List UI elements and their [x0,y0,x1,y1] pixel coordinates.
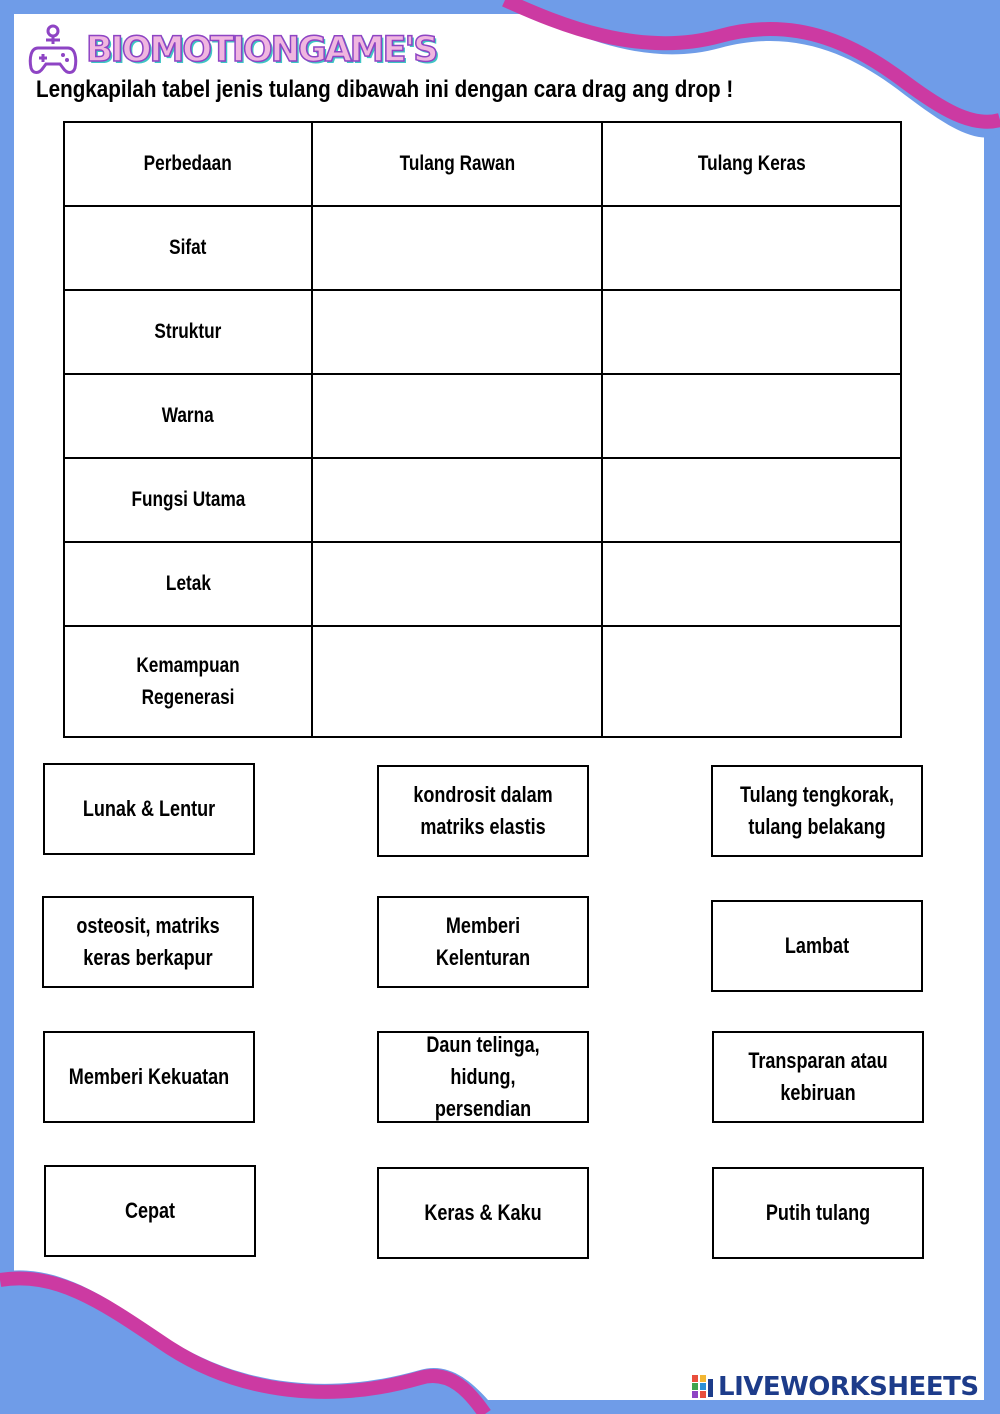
drag-card-putih-tulang[interactable] [712,1167,924,1259]
card-label: Daun telinga, hidung, persendian [426,1032,540,1121]
drop-zone-rawan-fungsi[interactable] [312,458,602,542]
liveworksheets-icon [692,1375,714,1399]
header-perbedaan: Perbedaan [64,122,312,206]
card-label: osteosit, matriks keras berkapur [76,913,220,970]
row-label-struktur: Struktur [64,290,312,374]
liveworksheets-logo [692,1372,979,1402]
drag-card-memberi-kelenturan[interactable] [377,896,589,988]
drag-card-memberi-kekuatan[interactable] [43,1031,255,1123]
drop-zone-keras-sifat[interactable] [602,206,901,290]
drop-zone-keras-letak[interactable] [602,542,901,626]
table-row [64,626,901,737]
drop-zone-rawan-sifat[interactable] [312,206,602,290]
table-row [64,458,901,542]
drag-card-kondrosit[interactable] [377,765,589,857]
card-label: Keras & Kaku [424,1200,542,1225]
table-row [64,374,901,458]
row-label-fungsi-utama: Fungsi Utama [64,458,312,542]
drag-card-lunak-lentur[interactable] [43,763,255,855]
brand-name: BIOMOTIONGAME'S [86,30,437,70]
table-row [64,290,901,374]
drop-zone-rawan-regenerasi[interactable] [312,626,602,737]
card-label: Memberi Kekuatan [68,1064,230,1089]
card-label: kondrosit dalam matriks elastis [413,782,553,839]
table-header-row [64,122,901,206]
liveworksheets-text: LIVEWORKSHEETS [718,1372,979,1402]
drop-zone-keras-regenerasi[interactable] [602,626,901,737]
table-row [64,542,901,626]
row-label-sifat: Sifat [64,206,312,290]
card-label: Memberi Kelenturan [435,913,531,970]
drop-zone-rawan-letak[interactable] [312,542,602,626]
drop-zone-keras-fungsi[interactable] [602,458,901,542]
gamepad-person-icon [28,24,78,76]
card-label: Cepat [124,1198,176,1223]
brand-logo [28,24,436,76]
drag-card-cepat[interactable] [44,1165,256,1257]
drag-card-transparan[interactable] [712,1031,924,1123]
row-label-warna: Warna [64,374,312,458]
drop-zone-keras-struktur[interactable] [602,290,901,374]
table-row [64,206,901,290]
drag-card-keras-kaku[interactable] [377,1167,589,1259]
bone-comparison-table [63,121,902,738]
card-label: Lambat [784,933,850,958]
drop-zone-rawan-struktur[interactable] [312,290,602,374]
card-label: Putih tulang [765,1200,871,1225]
header-tulang-keras: Tulang Keras [602,122,901,206]
drag-card-lambat[interactable] [711,900,923,992]
card-label: Lunak & Lentur [82,796,216,821]
card-label: Transparan atau kebiruan [748,1048,888,1105]
drag-card-daun-telinga[interactable] [377,1031,589,1123]
row-label-kemampuan-regenerasi: Kemampuan Regenerasi [64,626,312,737]
row-label-letak: Letak [64,542,312,626]
drag-card-osteosit[interactable] [42,896,254,988]
header-tulang-rawan: Tulang Rawan [312,122,602,206]
instruction-text: Lengkapilah tabel jenis tulang dibawah ini dengan cara drag ang drop ! [36,76,734,103]
drop-zone-keras-warna[interactable] [602,374,901,458]
drop-zone-rawan-warna[interactable] [312,374,602,458]
card-label: Tulang tengkorak, tulang belakang [739,782,895,839]
drag-card-tulang-tengkorak[interactable] [711,765,923,857]
